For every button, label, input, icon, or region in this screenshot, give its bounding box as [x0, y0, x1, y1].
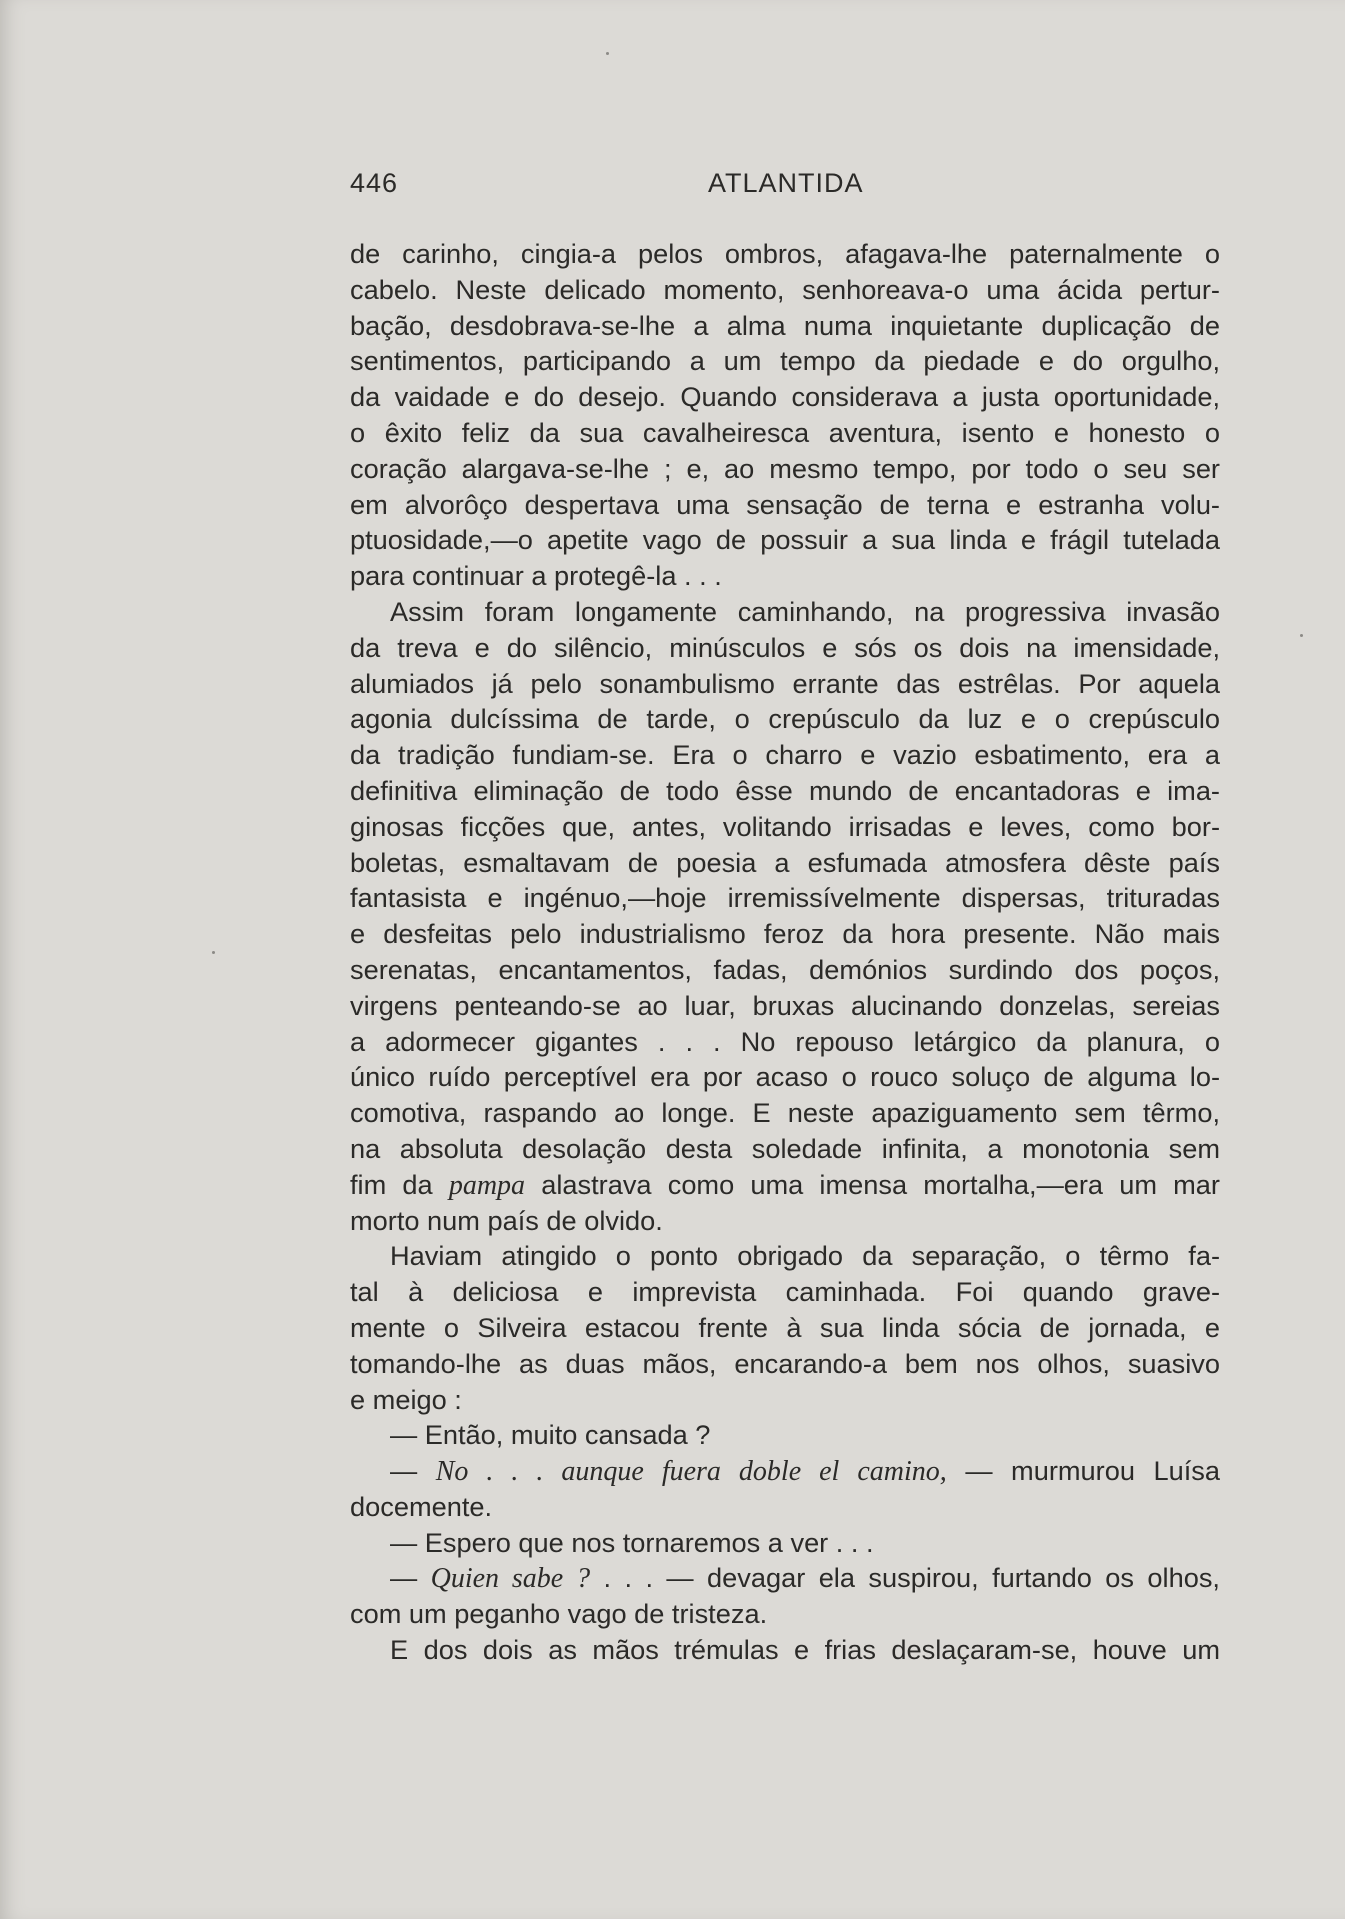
- text-line: da treva e do silêncio, minúsculos e sós os dois na imensidade,: [350, 631, 1220, 663]
- text-line: serenatas, encantamentos, fadas, demónios surdindo dos poços,: [350, 953, 1220, 985]
- paragraph-first-line: Haviam atingido o ponto obrigado da separação, o têrmo fa-: [390, 1240, 1220, 1272]
- text-line: e desfeitas pelo industrialismo feroz da hora presente. Não mais: [350, 918, 1220, 950]
- text-line: cabelo. Neste delicado momento, senhoreava-o uma ácida pertur-: [350, 273, 1220, 305]
- paper-speck: [606, 52, 609, 55]
- dash: —: [390, 1455, 436, 1487]
- dash: —: [390, 1562, 431, 1594]
- text-line: mente o Silveira estacou frente à sua linda sócia de jornada, e: [350, 1311, 1220, 1343]
- text-line: o êxito feliz da sua cavalheiresca aventura, isento e honesto o: [350, 416, 1220, 448]
- paper-speck: [1300, 634, 1303, 637]
- running-title: ATLANTIDA: [708, 168, 864, 198]
- text-line: tal à deliciosa e imprevista caminhada. Foi quando grave-: [350, 1276, 1220, 1308]
- italic-phrase: No . . . aunque fuera doble el camino,: [435, 1456, 947, 1488]
- text-line: ginosas ficções que, antes, volitando irrisadas e leves, como bor-: [350, 810, 1220, 842]
- italic-word: pampa: [448, 1169, 526, 1201]
- text-line: único ruído perceptível era por acaso o rouco soluço de alguma lo-: [350, 1061, 1220, 1093]
- dialog-line-with-italic: [350, 1560, 1220, 1596]
- text-line: na absoluta desolação desta soledade infinita, a monotonia sem: [350, 1132, 1220, 1164]
- text-segment: alastrava como uma imensa mortalha,—era um mar: [541, 1168, 1220, 1200]
- paragraph-first-line: E dos dois as mãos trémulas e frias deslaçaram-se, houve um: [390, 1634, 1220, 1666]
- paragraph-first-line: Assim foram longamente caminhando, na progressiva invasão: [390, 595, 1220, 627]
- text-line: de carinho, cingia-a pelos ombros, afagava-lhe paternalmente o: [350, 238, 1220, 269]
- text-line: coração alargava-se-lhe ; e, ao mesmo tempo, por todo o seu ser: [350, 452, 1220, 484]
- text-line: boletas, esmaltavam de poesia a esfumada atmosfera dêste país: [350, 846, 1220, 878]
- text-line: virgens penteando-se ao luar, bruxas alucinando donzelas, sereias: [350, 989, 1220, 1021]
- page-header: [350, 168, 1220, 208]
- dialog-line-with-italic: [350, 1453, 1220, 1489]
- text-line: fantasista e ingénuo,—hoje irremissívelmente dispersas, trituradas: [350, 882, 1220, 914]
- text-segment: — murmurou Luísa: [946, 1455, 1220, 1487]
- text-line: para continuar a protegê-la . . .: [350, 560, 722, 592]
- text-line: com um peganho vago de tristeza.: [350, 1598, 768, 1630]
- italic-phrase: Quien sabe ?: [430, 1563, 591, 1595]
- text-line: em alvorôço despertava uma sensação de terna e estranha volu-: [350, 488, 1220, 520]
- text-segment: . . . — devagar ela suspirou, furtando os olhos,: [590, 1562, 1220, 1594]
- text-line: alumiados já pelo sonambulismo errante das estrêlas. Por aquela: [350, 667, 1220, 699]
- text-line: da vaidade e do desejo. Quando considerava a justa oportunidade,: [350, 381, 1220, 413]
- body-text: [350, 236, 1220, 1668]
- text-segment: fim da: [350, 1168, 433, 1200]
- page-number: 446: [350, 168, 399, 198]
- dialog-line: — Espero que nos tornaremos a ver . . .: [390, 1526, 874, 1558]
- text-line: comotiva, raspando ao longe. E neste apaziguamento sem têrmo,: [350, 1097, 1220, 1129]
- text-line: bação, desdobrava-se-lhe a alma numa inquietante duplicação de: [350, 309, 1220, 341]
- dialog-line: — Então, muito cansada ?: [390, 1419, 711, 1451]
- paper-speck: [212, 951, 215, 954]
- text-line: ptuosidade,—o apetite vago de possuir a sua linda e frágil tutelada: [350, 524, 1220, 556]
- text-line: definitiva eliminação de todo êsse mundo de encantadoras e ima-: [350, 774, 1220, 806]
- text-line: tomando-lhe as duas mãos, encarando-a bem nos olhos, suasivo: [350, 1347, 1220, 1379]
- text-line: da tradição fundiam-se. Era o charro e vazio esbatimento, era a: [350, 739, 1220, 771]
- text-line-with-italic: [350, 1167, 1220, 1203]
- text-line: docemente.: [350, 1490, 493, 1522]
- text-line: sentimentos, participando a um tempo da piedade e do orgulho,: [350, 345, 1220, 377]
- text-line: e meigo :: [350, 1383, 462, 1415]
- text-line: morto num país de olvido.: [350, 1204, 663, 1236]
- text-line: agonia dulcíssima de tarde, o crepúsculo da luz e o crepúsculo: [350, 703, 1220, 735]
- text-line: a adormecer gigantes . . . No repouso letárgico da planura, o: [350, 1025, 1220, 1057]
